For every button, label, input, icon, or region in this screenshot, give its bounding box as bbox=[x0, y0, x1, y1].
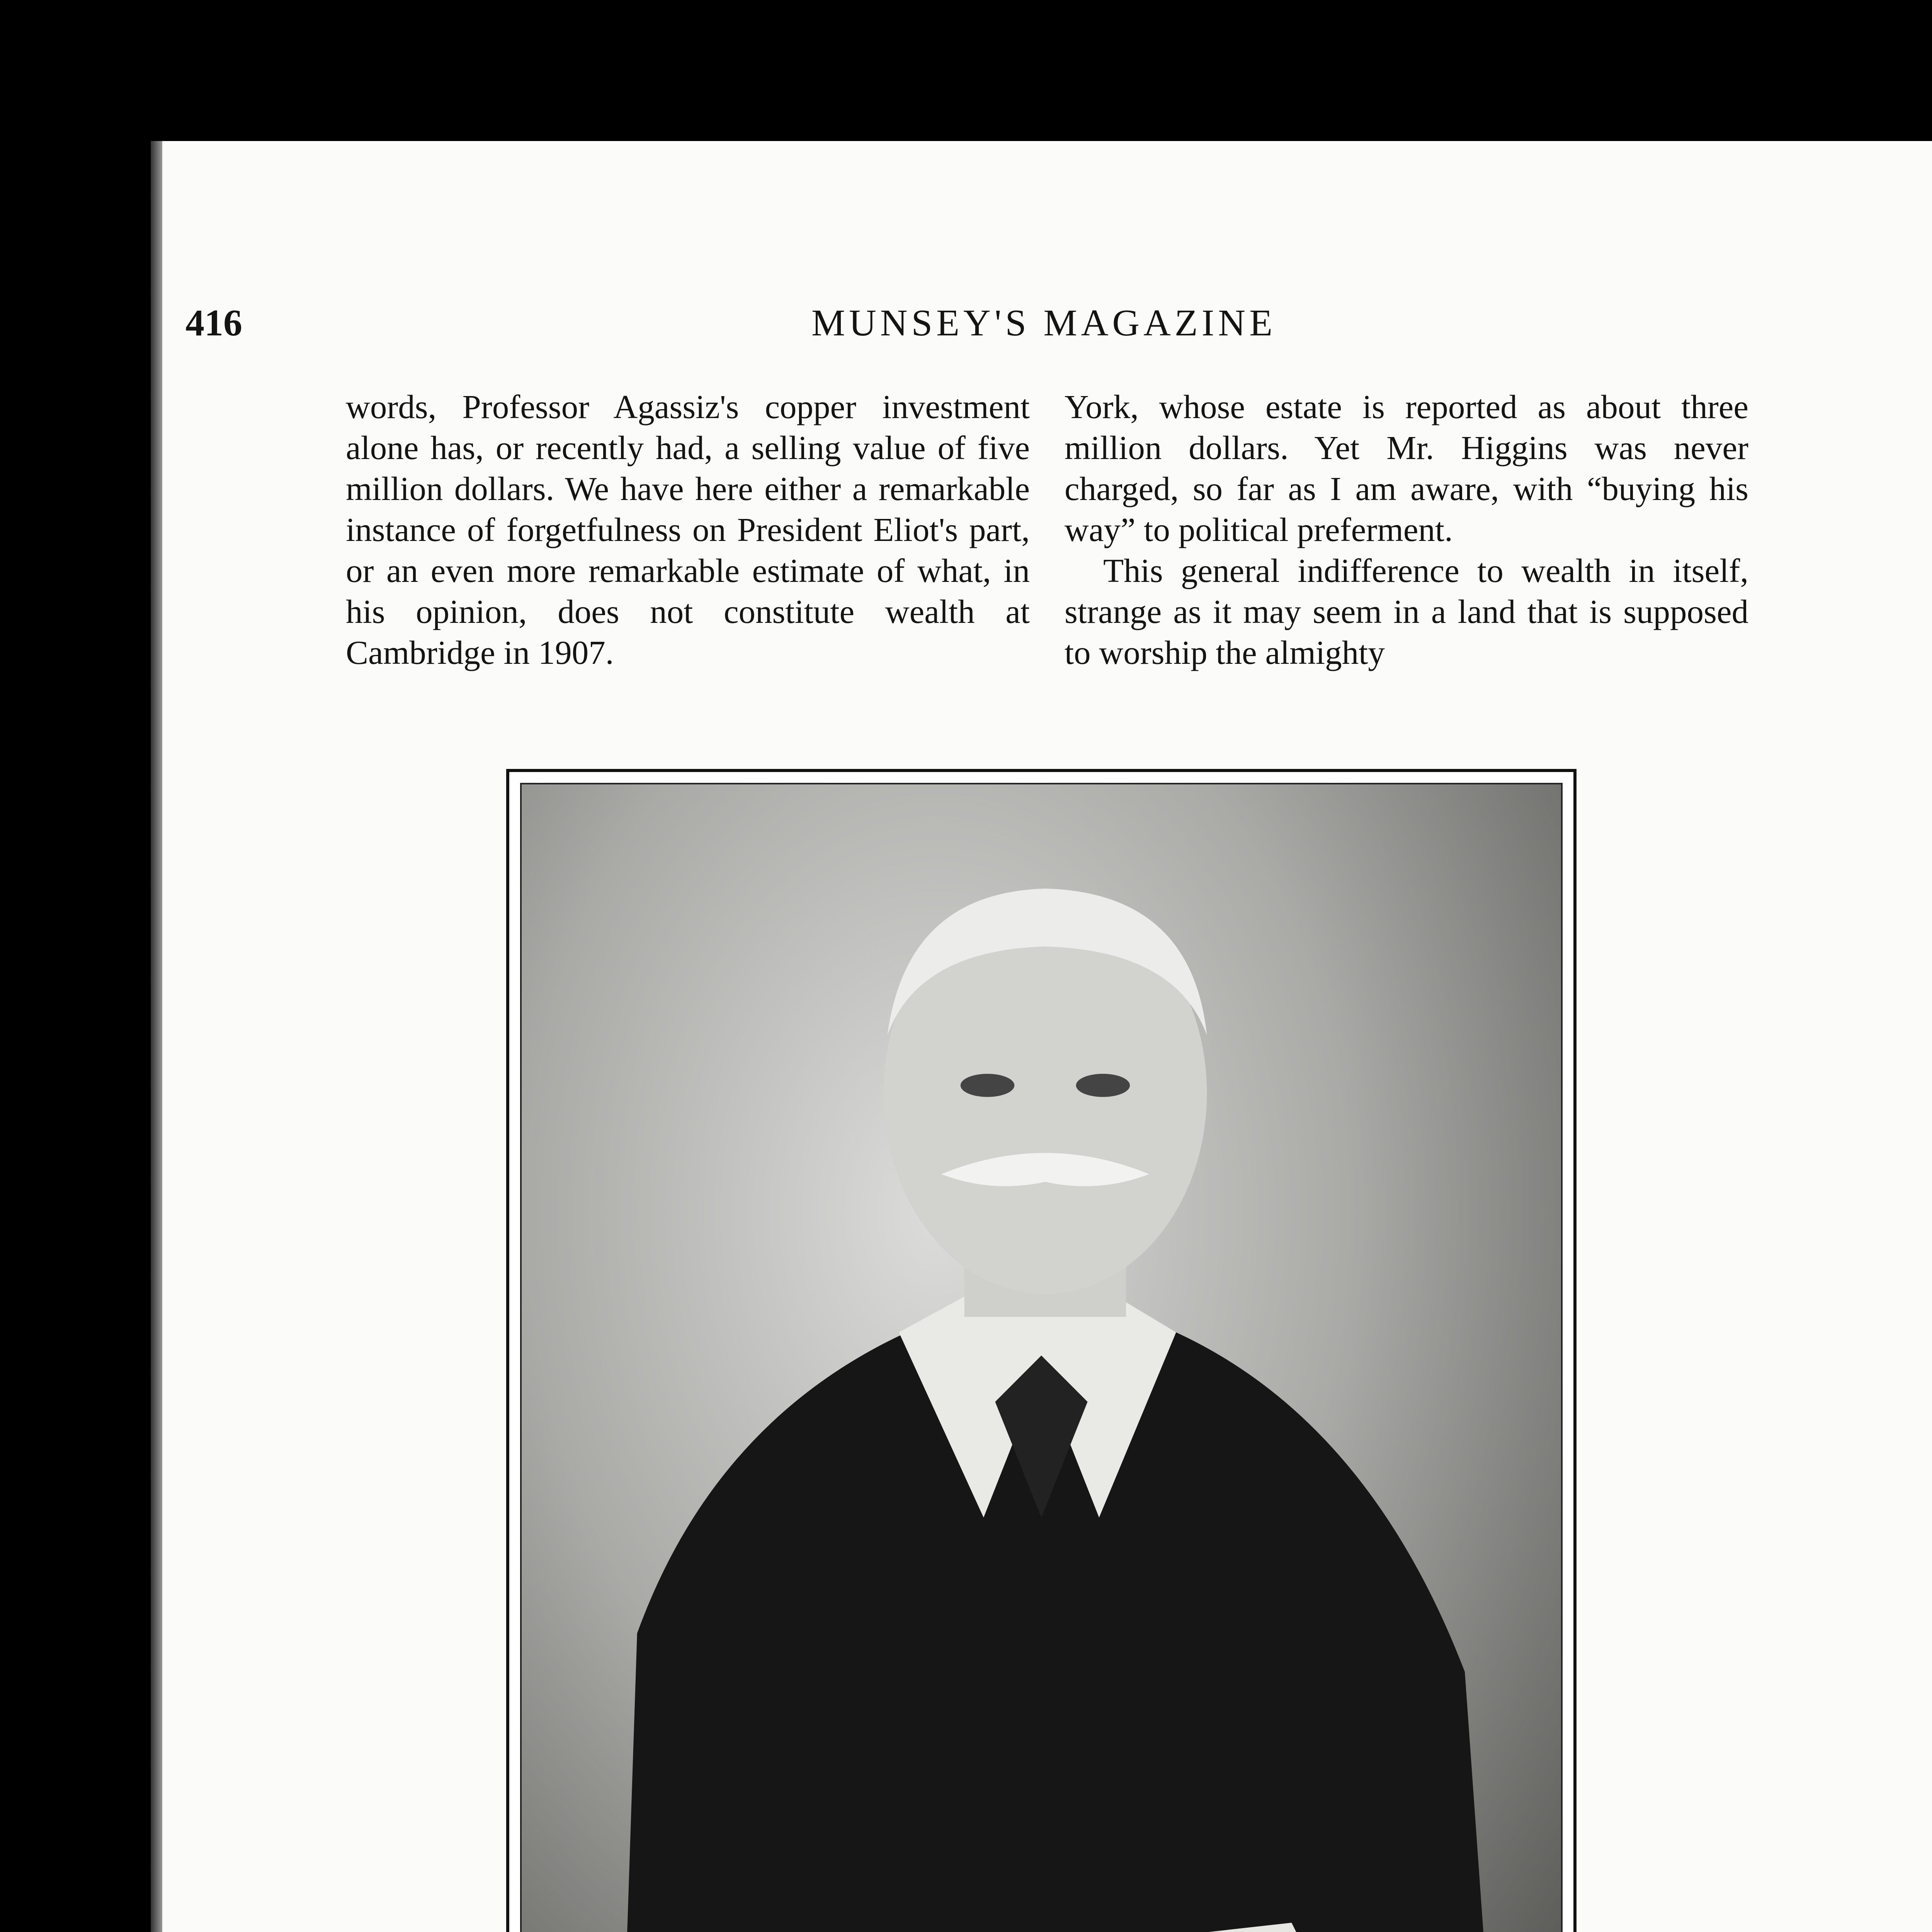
paragraph: York, whose estate is reported as about three million dollars. Yet Mr. Higgins was never charged, so far as I am aware, with “buying his way” to political preferment. bbox=[1065, 388, 1748, 548]
portrait-illustration bbox=[522, 784, 1561, 1932]
top-right-column bbox=[1065, 386, 1748, 673]
page-number: 416 bbox=[185, 302, 242, 344]
photo-image bbox=[520, 783, 1563, 1932]
paragraph: This general indifference to wealth in itself, strange as it may seem in a land that is supposed to worship the almighty bbox=[1065, 552, 1748, 671]
portrait-photograph bbox=[506, 769, 1577, 1932]
top-left-column bbox=[346, 386, 1030, 673]
running-title: MUNSEY'S MAGAZINE bbox=[811, 302, 1277, 344]
paragraph: words, Professor Agassiz's copper investment alone has, or recently had, a selling value of five million dollars. We have here either a remarkable instance of forgetfulness on President Eliot's part, or an even more remarkable estimate of what, in his opinion, does not constitute wealth at Cambridge in 1907. bbox=[346, 388, 1030, 671]
